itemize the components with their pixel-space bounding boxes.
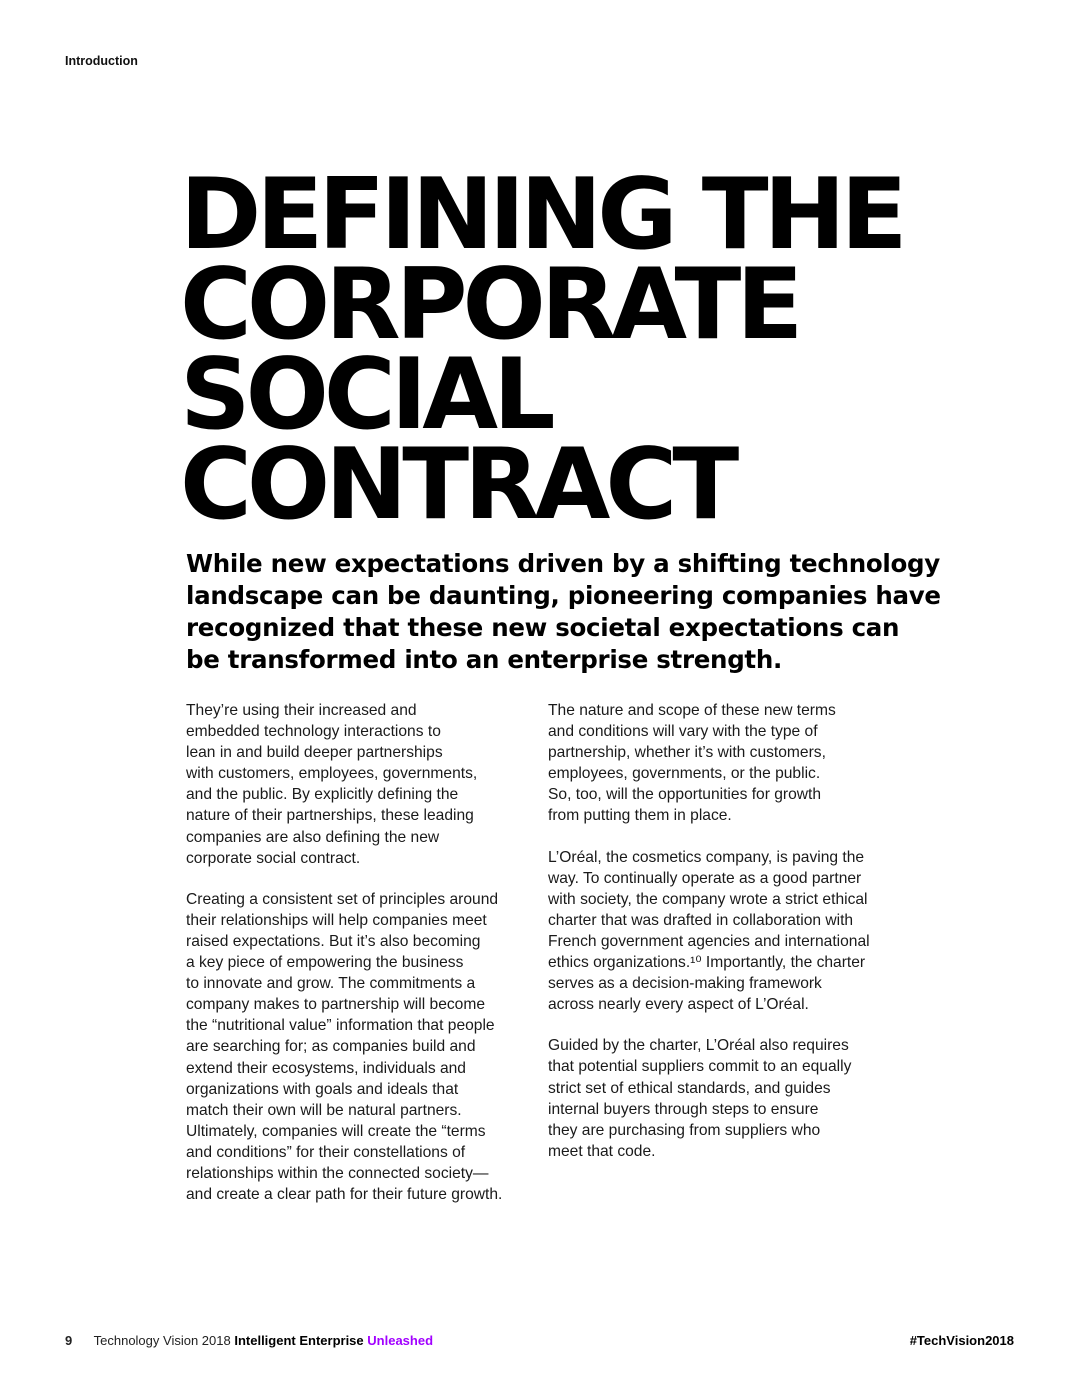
body-line: employees, governments, or the public. <box>548 765 821 783</box>
body-line: Creating a consistent set of principles around <box>186 890 499 908</box>
page-number: 9 <box>65 1333 73 1348</box>
body-line: extend their ecosystems, individuals and <box>186 1059 466 1077</box>
body-line: to innovate and grow. The commitments a <box>186 975 476 993</box>
body-line: They’re using their increased and <box>186 702 417 719</box>
body-line: organizations with goals and ideals that <box>186 1080 459 1098</box>
footer-hashtag: #TechVision2018 <box>909 1333 1014 1348</box>
deck-line: While new expectations driven by a shifting technology <box>186 549 940 578</box>
deck-line: recognized that these new societal expectations can <box>186 613 900 642</box>
body-line: So, too, will the opportunities for growth <box>548 786 822 804</box>
body-line: their relationships will help companies meet <box>186 911 487 929</box>
body-column-left <box>186 700 531 1225</box>
body-line: embedded technology interactions to <box>186 723 441 741</box>
body-line: from putting them in place. <box>548 807 732 825</box>
body-line: with customers, employees, governments, <box>186 765 478 783</box>
body-line: companies are also defining the new <box>186 828 440 846</box>
body-line: L’Oréal, the cosmetics company, is paving the <box>548 848 865 866</box>
footer-left <box>65 1333 433 1348</box>
body-line: way. To continually operate as a good partner <box>548 869 862 887</box>
body-paragraph <box>186 700 531 869</box>
footer-publication: Technology Vision 2018 <box>93 1333 231 1348</box>
body-line: and conditions” for their constellations of <box>186 1143 466 1161</box>
body-paragraph <box>548 847 898 1016</box>
body-line: company makes to partnership will become <box>186 996 486 1014</box>
title-line: DEFINING THE <box>180 158 903 272</box>
body-line: that potential suppliers commit to an equally <box>548 1058 852 1076</box>
deck-line: be transformed into an enterprise strength. <box>186 645 782 674</box>
body-line: Guided by the charter, L’Oréal also requires <box>548 1037 849 1055</box>
body-line: the “nutritional value” information that people <box>186 1017 495 1035</box>
body-line: meet that code. <box>548 1142 656 1160</box>
title-line: CONTRACT <box>180 428 735 542</box>
body-line: lean in and build deeper partnerships <box>186 744 443 762</box>
deck-line: landscape can be daunting, pioneering companies have <box>186 581 941 610</box>
body-line: corporate social contract. <box>186 849 361 867</box>
body-line: with society, the company wrote a strict ethical <box>548 890 868 908</box>
title-line: SOCIAL <box>180 338 551 452</box>
body-line: they are purchasing from suppliers who <box>548 1121 821 1139</box>
deck-paragraph <box>186 548 941 676</box>
body-line: nature of their partnerships, these leading <box>186 807 474 825</box>
page-title <box>180 158 903 542</box>
body-line: across nearly every aspect of L’Oréal. <box>548 996 809 1014</box>
body-line: raised expectations. But it’s also becoming <box>186 932 481 950</box>
body-line: strict set of ethical standards, and guides <box>548 1079 831 1097</box>
body-line: match their own will be natural partners. <box>186 1101 462 1119</box>
section-label: Introduction <box>65 54 138 68</box>
body-line: French government agencies and international <box>548 932 870 950</box>
body-line: and create a clear path for their future growth. <box>186 1186 503 1204</box>
body-line: and the public. By explicitly defining the <box>186 786 459 804</box>
body-paragraph <box>548 700 898 827</box>
body-paragraph <box>186 889 531 1205</box>
body-line: relationships within the connected society— <box>186 1164 489 1182</box>
body-column-right <box>548 700 898 1182</box>
body-line: The nature and scope of these new terms <box>548 702 836 719</box>
body-paragraph <box>548 1035 898 1162</box>
body-line: a key piece of empowering the business <box>186 954 464 972</box>
body-line: are searching for; as companies build and <box>186 1038 476 1056</box>
body-line: ethics organizations.¹⁰ Importantly, the charter <box>548 954 866 972</box>
body-line: internal buyers through steps to ensure <box>548 1100 819 1118</box>
body-line: serves as a decision-making framework <box>548 975 822 993</box>
body-line: partnership, whether it’s with customers, <box>548 744 826 762</box>
body-line: charter that was drafted in collaboration with <box>548 911 854 929</box>
footer-report-accent: Unleashed <box>367 1333 434 1348</box>
footer-report-title: Intelligent Enterprise <box>234 1333 364 1348</box>
body-line: and conditions will vary with the type of <box>548 723 818 741</box>
title-line: CORPORATE <box>180 248 799 362</box>
body-line: Ultimately, companies will create the “terms <box>186 1122 486 1140</box>
